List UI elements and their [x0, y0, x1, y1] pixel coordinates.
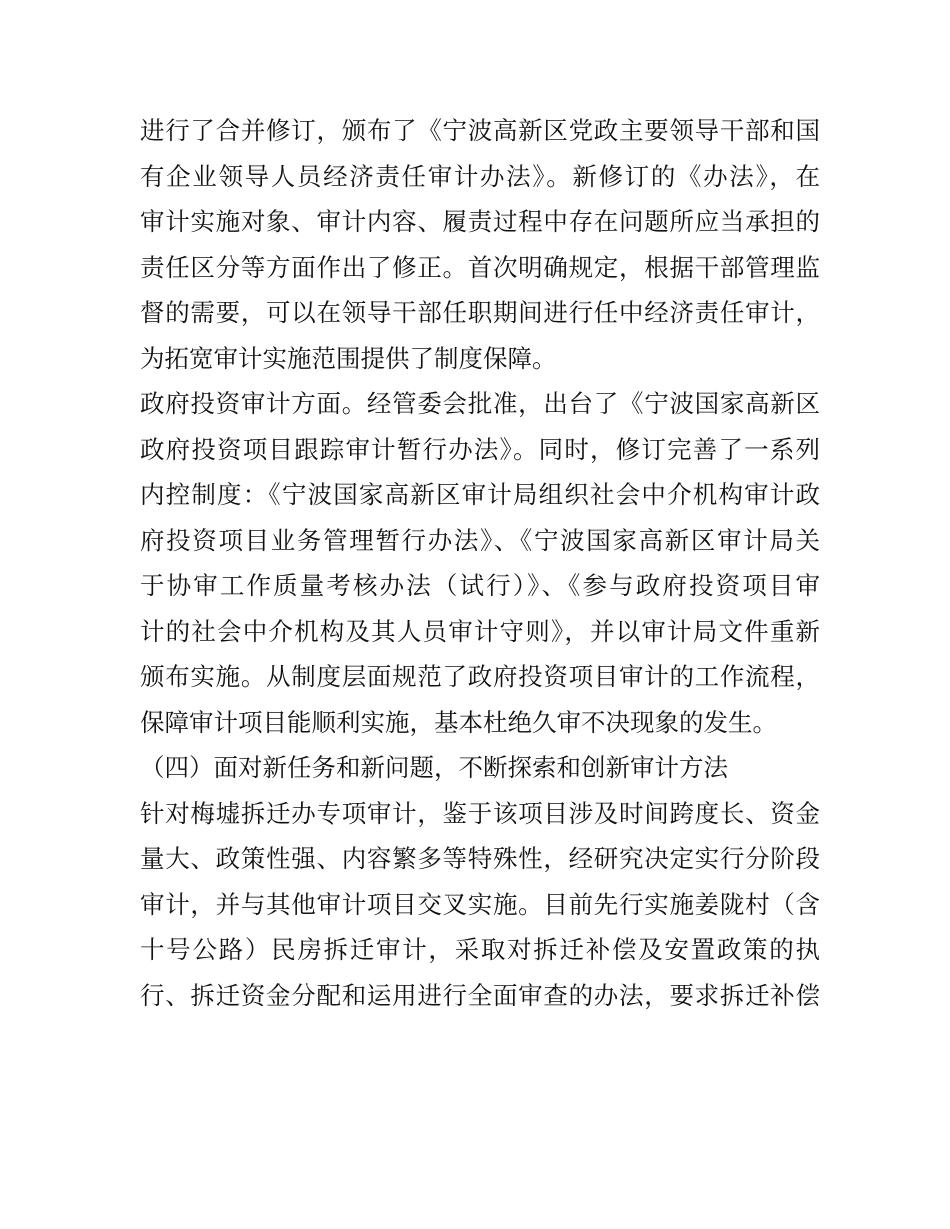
text-line: 于协审工作质量考核办法（试行）》、《参与政府投资项目审 — [140, 571, 820, 600]
text-line: 责任区分等方面作出了修正。首次明确规定，根据干部管理监 — [140, 252, 820, 282]
text-line: 针对梅墟拆迁办专项审计，鉴于该项目涉及时间跨度长、资金 — [140, 798, 820, 828]
text-line: 保障审计项目能顺利实施，基本杜绝久审不决现象的发生。 — [140, 707, 777, 737]
section-heading: （四）面对新任务和新问题，不断探索和创新审计方法 — [140, 753, 728, 782]
text-line: 督的需要，可以在领导干部任职期间进行任中经济责任审计， — [140, 298, 820, 327]
text-line: 有企业领导人员经济责任审计办法》。新修订的《办法》，在 — [140, 161, 820, 191]
text-line: 审计实施对象、审计内容、履责过程中存在问题所应当承担的 — [140, 207, 820, 236]
text-line: 为拓宽审计实施范围提供了制度保障。 — [140, 343, 557, 373]
text-line: 内控制度：《宁波国家高新区审计局组织社会中介机构审计政 — [140, 480, 820, 509]
text-line: 十号公路）民房拆迁审计，采取对拆迁补偿及安置政策的执 — [140, 935, 820, 964]
text-line: 审计，并与其他审计项目交叉实施。目前先行实施姜陇村（含 — [140, 889, 820, 919]
document-body — [140, 108, 820, 1018]
text-line: 量大、政策性强、内容繁多等特殊性，经研究决定实行分阶段 — [140, 844, 820, 873]
text-line: 政府投资审计方面。经管委会批准，出台了《宁波国家高新区 — [140, 389, 820, 418]
text-line: 颁布实施。从制度层面规范了政府投资项目审计的工作流程， — [140, 662, 820, 691]
text-line: 行、拆迁资金分配和运用进行全面审查的办法，要求拆迁补偿 — [140, 980, 820, 1010]
text-line: 计的社会中介机构及其人员审计守则》，并以审计局文件重新 — [140, 616, 820, 646]
text-line: 进行了合并修订，颁布了《宁波高新区党政主要领导干部和国 — [140, 116, 820, 145]
text-line: 府投资项目业务管理暂行办法》、《宁波国家高新区审计局关 — [140, 525, 820, 555]
text-line: 政府投资项目跟踪审计暂行办法》。同时，修订完善了一系列 — [140, 434, 820, 464]
